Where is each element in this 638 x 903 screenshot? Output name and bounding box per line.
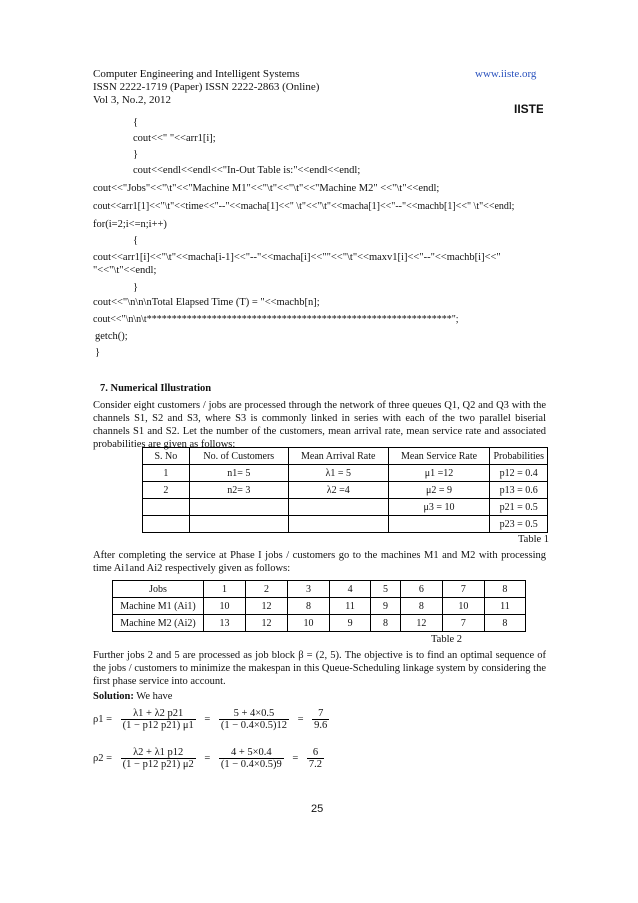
table-cell: Machine M2 (Ai2) bbox=[113, 615, 204, 632]
issn-line: ISSN 2222-1719 (Paper) ISSN 2222-2863 (Online) bbox=[93, 81, 320, 93]
table-cell: p13 = 0.6 bbox=[490, 482, 548, 499]
table-cell: 9 bbox=[371, 598, 401, 615]
equation-rho1: ρ1 = $\frac{\lambda 1 + \lambda 2 p21}{(1 - p12 p21) \mu 1}$ = $\frac{5 + 4\times 0.5}{(1 - 0.4\times 0.5)12}$ = $\frac{7}{9.6}$ bbox=[93, 708, 328, 731]
rho2-fraction-symbolic bbox=[121, 747, 196, 770]
table-cell: λ1 = 5 bbox=[288, 465, 388, 482]
solution-text: We have bbox=[133, 691, 173, 702]
table-cell: μ2 = 9 bbox=[388, 482, 490, 499]
table-cell: 12 bbox=[246, 615, 288, 632]
table-cell: Machine M1 (Ai1) bbox=[113, 598, 204, 615]
table-cell: 8 bbox=[371, 615, 401, 632]
code-line-14: getch(); bbox=[95, 331, 128, 342]
table-cell: 10 bbox=[442, 598, 484, 615]
table-cell: p12 = 0.4 bbox=[490, 465, 548, 482]
table-2-header bbox=[113, 581, 526, 598]
rho2-numeric-denominator: (1 − 0.4×0.5)9 bbox=[220, 759, 282, 770]
table-cell: 11 bbox=[330, 598, 371, 615]
code-line-11: } bbox=[133, 282, 139, 293]
table-row bbox=[143, 499, 548, 516]
table-cell: n2= 3 bbox=[189, 482, 288, 499]
table-cell: μ1 =12 bbox=[388, 465, 490, 482]
rho1-numeric-denominator: (1 − 0.4×0.5)12 bbox=[220, 720, 287, 731]
table-cell: p21 = 0.5 bbox=[490, 499, 548, 516]
rho1-result-numerator: 7 bbox=[312, 708, 329, 720]
table-cell: n1= 5 bbox=[189, 465, 288, 482]
table-cell bbox=[189, 516, 288, 533]
table-cell: 7 bbox=[442, 615, 484, 632]
iiste-logo bbox=[513, 100, 543, 116]
table-2-caption: Table 2 bbox=[431, 634, 463, 645]
table-cell: p23 = 0.5 bbox=[490, 516, 548, 533]
rho1-numeric-numerator: 5 + 4×0.5 bbox=[219, 708, 289, 720]
rho2-fraction-result bbox=[307, 747, 324, 770]
table-cell: Jobs bbox=[113, 581, 204, 598]
table-cell: Probabilities bbox=[490, 448, 548, 465]
table-1-header bbox=[143, 448, 548, 465]
table-cell bbox=[143, 516, 190, 533]
page-number: 25 bbox=[311, 803, 324, 815]
code-line-5: cout<<"Jobs"<<"\t"<<"Machine M1"<<"\t"<<"\t"<<"Machine M2" <<"\t"<<endl; bbox=[93, 183, 440, 194]
paragraph-job-block: Further jobs 2 and 5 are processed as job block β = (2, 5). The objective is to find an optimal sequence of the jobs / customers to minimize the makespan in this Queue-Scheduling linkage system by considering the first phase service into account. bbox=[93, 650, 546, 687]
table-cell: 2 bbox=[143, 482, 190, 499]
table-cell bbox=[288, 499, 388, 516]
table-row bbox=[143, 516, 548, 533]
table-cell: 3 bbox=[288, 581, 330, 598]
rho2-result-numerator: 6 bbox=[307, 747, 324, 759]
code-line-10: "<<"\t"<<endl; bbox=[93, 265, 157, 276]
rho1-denominator: (1 − p12 p21) μ1 bbox=[122, 720, 194, 731]
code-line-2: cout<<" "<<arr1[i]; bbox=[133, 133, 216, 144]
rho2-denominator: (1 − p12 p21) μ2 bbox=[122, 759, 194, 770]
code-line-12: cout<<"\n\n\nTotal Elapsed Time (T) = "<<machb[n]; bbox=[93, 297, 320, 308]
paragraph-intro: Consider eight customers / jobs are processed through the network of three queues Q1, Q2 and Q3 with the channels S1, S2 and S3, where S3 is commonly linked in series with each of the two parallel biserial channels S1 and S2. Let the number of the customers, mean arrival rate, mean service rate and associated probabilities are given as follows: bbox=[93, 400, 546, 450]
code-line-3: } bbox=[133, 149, 139, 160]
table-1-caption: Table 1 bbox=[518, 534, 550, 545]
code-line-4: cout<<endl<<endl<<"In-Out Table is:"<<endl<<endl; bbox=[133, 165, 361, 176]
table-cell: Mean Service Rate bbox=[388, 448, 490, 465]
table-cell: 6 bbox=[400, 581, 442, 598]
table-cell: 12 bbox=[400, 615, 442, 632]
rho2-fraction-numeric bbox=[219, 747, 284, 770]
code-line-9: cout<<arr1[i]<<"\t"<<macha[i-1]<<"--"<<macha[i]<<""<<"\t"<<maxv1[i]<<"--"<<machb[i]<<" bbox=[93, 252, 501, 263]
table-cell: 1 bbox=[204, 581, 246, 598]
table-cell: 4 bbox=[330, 581, 371, 598]
svg-text:IISTE: IISTE bbox=[514, 102, 543, 116]
table-cell: 9 bbox=[330, 615, 371, 632]
table-cell: 8 bbox=[288, 598, 330, 615]
table-1 bbox=[142, 447, 548, 533]
table-cell: λ2 =4 bbox=[288, 482, 388, 499]
rho2-numeric-numerator: 4 + 5×0.4 bbox=[219, 747, 284, 759]
table-cell: Mean Arrival Rate bbox=[288, 448, 388, 465]
table-cell: 10 bbox=[288, 615, 330, 632]
table-cell: 8 bbox=[484, 581, 525, 598]
table-cell: 10 bbox=[204, 598, 246, 615]
table-cell: 13 bbox=[204, 615, 246, 632]
rho1-fraction-symbolic bbox=[121, 708, 196, 731]
solution-line bbox=[93, 691, 172, 702]
rho1-fraction-numeric bbox=[219, 708, 289, 731]
volume-line: Vol 3, No.2, 2012 bbox=[93, 94, 172, 106]
table-2 bbox=[112, 580, 526, 632]
journal-url-link[interactable]: www.iiste.org bbox=[475, 68, 537, 80]
table-cell bbox=[143, 499, 190, 516]
rho2-numerator: λ2 + λ1 p12 bbox=[121, 747, 196, 759]
equation-rho2: ρ2 = $\frac{\lambda 2 + \lambda 1 p12}{(1 - p12 p21) \mu 2}$ = $\frac{4 + 5\times 0.4}{(1 - 0.4\times 0.5)9}$ = $\frac{6}{7.2}$ bbox=[93, 747, 323, 770]
table-cell bbox=[189, 499, 288, 516]
table-cell: 7 bbox=[442, 581, 484, 598]
table-row bbox=[113, 615, 526, 632]
table-cell: 11 bbox=[484, 598, 525, 615]
code-line-7: for(i=2;i<=n;i++) bbox=[93, 219, 167, 230]
rho2-lhs: ρ2 = bbox=[93, 753, 113, 764]
code-line-1: { bbox=[133, 117, 139, 128]
table-cell: μ3 = 10 bbox=[388, 499, 490, 516]
rho2-result-denominator: 7.2 bbox=[308, 759, 323, 770]
section-heading: 7. Numerical Illustration bbox=[100, 383, 212, 394]
table-cell: No. of Customers bbox=[189, 448, 288, 465]
rho1-numerator: λ1 + λ2 p21 bbox=[121, 708, 196, 720]
paragraph-processing: After completing the service at Phase I jobs / customers go to the machines M1 and M2 with processing time Ai1and Ai2 respectively given as follows: bbox=[93, 550, 546, 574]
table-row bbox=[143, 482, 548, 499]
rho1-fraction-result bbox=[312, 708, 329, 731]
code-line-13: cout<<"\n\n\t*************************************************************"; bbox=[93, 314, 459, 325]
rho1-result-denominator: 9.6 bbox=[314, 720, 328, 731]
table-cell: 8 bbox=[484, 615, 525, 632]
table-cell: 1 bbox=[143, 465, 190, 482]
table-cell: 12 bbox=[246, 598, 288, 615]
journal-title: Computer Engineering and Intelligent Systems bbox=[93, 68, 300, 80]
code-line-8: { bbox=[133, 235, 139, 246]
table-cell: 8 bbox=[400, 598, 442, 615]
rho1-lhs: ρ1 = bbox=[93, 714, 113, 725]
table-row bbox=[143, 465, 548, 482]
solution-label: Solution: bbox=[93, 691, 134, 702]
table-row bbox=[113, 598, 526, 615]
table-cell bbox=[288, 516, 388, 533]
code-line-15: } bbox=[95, 347, 101, 358]
code-line-6: cout<<arr1[1]<<"\t"<<time<<"--"<<macha[1]<<" \t"<<"\t"<<macha[1]<<"--"<<machb[1]<<" \t"<<endl; bbox=[93, 201, 515, 212]
table-cell: 5 bbox=[371, 581, 401, 598]
table-cell: 2 bbox=[246, 581, 288, 598]
table-cell bbox=[388, 516, 490, 533]
table-cell: S. No bbox=[143, 448, 190, 465]
